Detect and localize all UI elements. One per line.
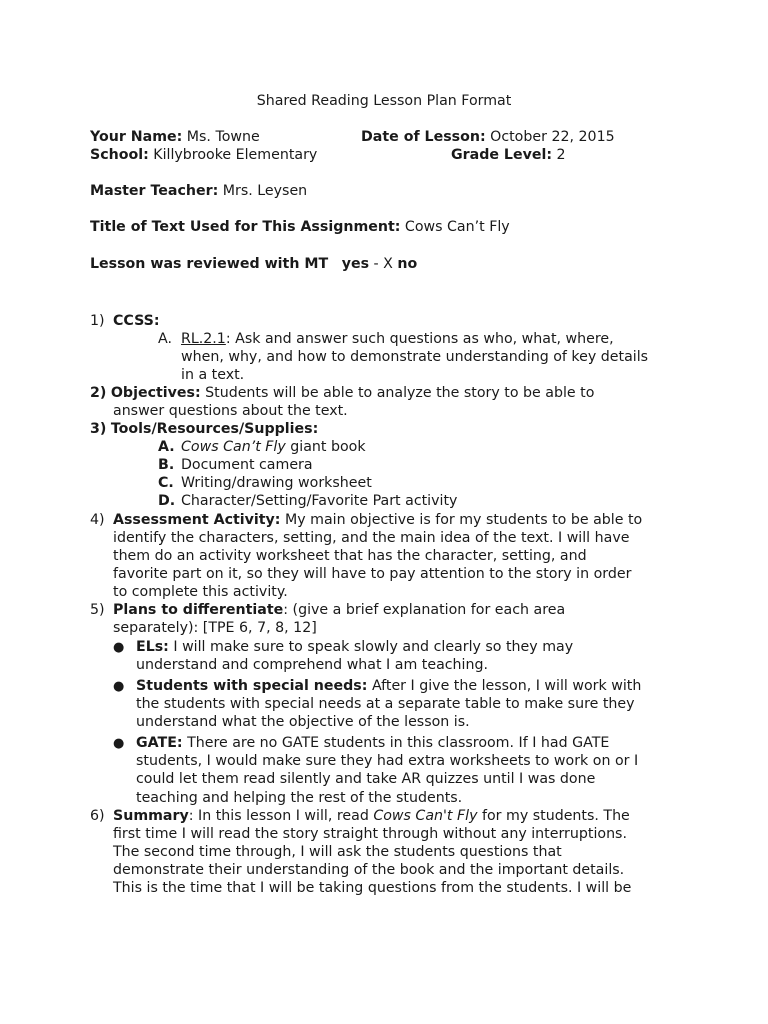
- objectives-text-1: Students will be able to analyze the story to be able to: [200, 385, 595, 401]
- tools-heading: [90, 421, 318, 437]
- summary-line-1: [113, 808, 630, 824]
- gate-label: GATE:: [136, 735, 183, 751]
- summary-line-4: demonstrate their understanding of the book and the important details.: [113, 862, 625, 878]
- summary-line-2: first time I will read the story straight through without any interruptions.: [113, 826, 627, 842]
- differentiate-line-2: separately): [TPE 6, 7, 8, 12]: [113, 620, 317, 636]
- els-label: ELs:: [136, 639, 169, 655]
- assessment-line-1: [113, 512, 642, 528]
- master-teacher-field: [90, 183, 307, 199]
- els-line-2: understand and comprehend what I am teaching.: [136, 657, 488, 673]
- document-title: Shared Reading Lesson Plan Format: [256, 93, 512, 109]
- summary-line-5: This is the time that I will be taking questions from the students. I will be: [113, 880, 632, 896]
- ccss-label: CCSS:: [113, 313, 160, 329]
- your-name-value: Ms. Towne: [186, 129, 260, 145]
- date-label: Date of Lesson:: [361, 129, 486, 145]
- grade-label: Grade Level:: [451, 147, 553, 163]
- gate-line-4: teaching and helping the rest of the students.: [136, 790, 463, 806]
- special-needs-line-2: the students with special needs at a separate table to make sure they: [136, 696, 635, 712]
- grade-value: 2: [556, 147, 566, 163]
- summary-number: 6): [90, 808, 105, 824]
- tools-item-b-letter: B.: [158, 457, 175, 473]
- reviewed-no: no: [397, 256, 418, 272]
- ccss-item-text-1: : Ask and answer such questions as who, what, where,: [225, 331, 614, 347]
- tools-item-b: Document camera: [181, 457, 313, 473]
- differentiate-label: Plans to differentiate: [113, 602, 284, 618]
- ccss-item-line-2: when, why, and how to demonstrate understanding of key details: [181, 349, 649, 365]
- assessment-line-5: to complete this activity.: [113, 584, 288, 600]
- els-line-1: [136, 639, 573, 655]
- tools-item-c: Writing/drawing worksheet: [181, 475, 372, 491]
- your-name-field: [90, 129, 260, 145]
- reviewed-yes: yes: [341, 256, 370, 272]
- bullet-dot-icon: ●: [113, 640, 125, 655]
- date-of-lesson-field: [361, 129, 615, 145]
- ccss-number: 1): [90, 313, 105, 329]
- objectives-number: 2): [90, 385, 107, 401]
- objectives-line-1: [90, 385, 594, 401]
- objectives-line-2: answer questions about the text.: [113, 403, 348, 419]
- assessment-number: 4): [90, 512, 105, 528]
- ccss-code: RL.2.1: [181, 331, 226, 347]
- differentiate-text-1: : (give a brief explanation for each area: [283, 602, 566, 618]
- assessment-label: Assessment Activity:: [113, 512, 281, 528]
- ccss-item-letter: A.: [158, 331, 172, 347]
- special-needs-text-1: After I give the lesson, I will work with: [367, 678, 642, 694]
- summary-book-title: Cows Can't Fly: [373, 808, 478, 824]
- tools-item-a-letter: A.: [158, 439, 175, 455]
- school-field: [90, 147, 317, 163]
- school-value: Killybrooke Elementary: [153, 147, 318, 163]
- date-value: October 22, 2015: [490, 129, 615, 145]
- gate-text-1: There are no GATE students in this classroom. If I had GATE: [182, 735, 610, 751]
- summary-line-3: The second time through, I will ask the students questions that: [113, 844, 562, 860]
- objectives-label: Objectives:: [110, 385, 201, 401]
- summary-text-pre: : In this lesson I will, read: [188, 808, 374, 824]
- reviewed-label: Lesson was reviewed with MT: [90, 256, 329, 272]
- school-label: School:: [90, 147, 149, 163]
- title-of-text-label: Title of Text Used for This Assignment:: [90, 219, 401, 235]
- summary-text-post: for my students. The: [477, 808, 630, 824]
- bullet-dot-icon: ●: [113, 679, 125, 694]
- assessment-line-3: them do an activity worksheet that has the character, setting, and: [113, 548, 587, 564]
- title-of-text-field: [90, 219, 510, 235]
- summary-label: Summary: [113, 808, 189, 824]
- gate-line-2: students, I would make sure they had extra worksheets to work on or I: [136, 753, 639, 769]
- title-of-text-value: Cows Can’t Fly: [404, 219, 510, 235]
- ccss-heading: [113, 313, 160, 329]
- special-needs-label: Students with special needs:: [136, 678, 368, 694]
- assessment-line-4: favorite part on it, so they will have to pay attention to the story in order: [113, 566, 632, 582]
- assessment-text-1: My main objective is for my students to be able to: [280, 512, 643, 528]
- tools-item-a-text: giant book: [285, 439, 366, 455]
- master-teacher-value: Mrs. Leysen: [222, 183, 308, 199]
- special-needs-line-1: [136, 678, 641, 694]
- master-teacher-label: Master Teacher:: [90, 183, 219, 199]
- els-text-1: I will make sure to speak slowly and clearly so they may: [168, 639, 574, 655]
- tools-item-c-letter: C.: [158, 475, 174, 491]
- bullet-dot-icon: ●: [113, 736, 125, 751]
- ccss-item-line-1: [181, 331, 614, 347]
- differentiate-number: 5): [90, 602, 105, 618]
- tools-label: Tools/Resources/Supplies:: [110, 421, 319, 437]
- ccss-item-line-3: in a text.: [181, 367, 245, 383]
- gate-line-1: [136, 735, 609, 751]
- tools-number: 3): [90, 421, 107, 437]
- differentiate-line-1: [113, 602, 565, 618]
- your-name-label: Your Name:: [90, 129, 183, 145]
- tools-item-a-italic: Cows Can’t Fly: [181, 439, 286, 455]
- tools-item-d: Character/Setting/Favorite Part activity: [181, 493, 458, 509]
- assessment-line-2: identify the characters, setting, and the main idea of the text. I will have: [113, 530, 630, 546]
- reviewed-with-mt-field: [90, 256, 417, 272]
- special-needs-line-3: understand what the objective of the lesson is.: [136, 714, 470, 730]
- tools-item-a: [181, 439, 366, 455]
- tools-item-d-letter: D.: [158, 493, 176, 509]
- grade-level-field: [451, 147, 566, 163]
- reviewed-mark: - X: [369, 256, 398, 272]
- gate-line-3: could let them read silently and take AR quizzes until I was done: [136, 771, 596, 787]
